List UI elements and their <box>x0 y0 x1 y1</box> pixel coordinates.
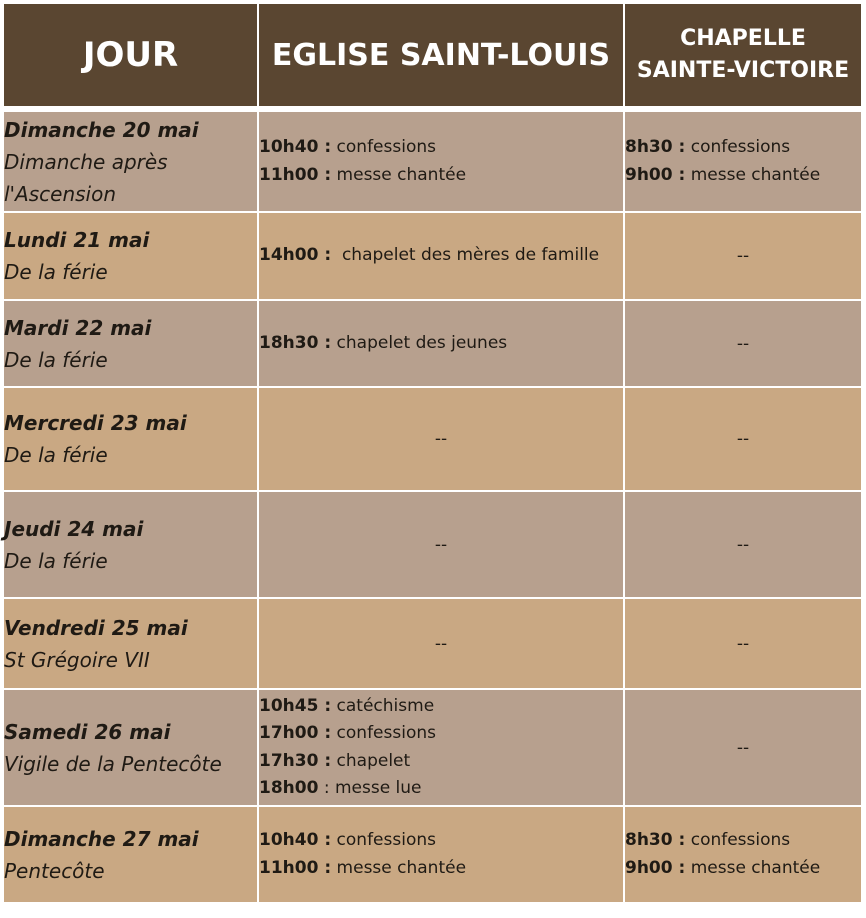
sainte-victoire-empty: -- <box>625 301 861 388</box>
table-row <box>4 213 861 301</box>
schedule-entry <box>259 134 623 162</box>
schedule-entry <box>259 720 623 748</box>
schedule-table <box>4 4 861 904</box>
day-cell <box>4 690 259 807</box>
schedule-entry <box>259 775 623 803</box>
header-sainte-victoire <box>625 4 861 112</box>
day-feast: De la férie <box>4 443 108 467</box>
day-date: Jeudi 24 mai <box>4 516 144 541</box>
entry-time: 18h30 : <box>259 332 332 353</box>
saint-louis-cell <box>259 213 625 301</box>
entry-time: 9h00 : <box>625 164 686 185</box>
entry-text: : messe lue <box>318 778 422 798</box>
entry-text: messe chantée <box>685 164 821 185</box>
table-row <box>4 690 861 807</box>
table-row <box>4 112 861 213</box>
table-row <box>4 388 861 492</box>
header-row <box>4 4 861 112</box>
day-feast: Dimanche après <box>4 149 168 174</box>
header-sainte-victoire-line1: CHAPELLE <box>680 26 806 51</box>
entry-text: confessions <box>331 830 436 850</box>
schedule-entry <box>259 855 623 883</box>
day-date: Lundi 21 mai <box>4 228 150 252</box>
day-feast: De la férie <box>4 347 108 372</box>
schedule-entry <box>259 693 623 721</box>
schedule-entry <box>259 162 623 190</box>
day-feast-cont: l'Ascension <box>4 181 117 206</box>
day-cell <box>4 112 259 213</box>
entry-time: 11h00 : <box>259 857 332 878</box>
day-cell <box>4 301 259 388</box>
day-date: Dimanche 20 mai <box>4 117 199 142</box>
schedule-entry <box>259 748 623 776</box>
table-row <box>4 807 861 904</box>
schedule-entry <box>259 330 623 358</box>
day-feast: St Grégoire VII <box>4 647 150 672</box>
entry-time: 14h00 : <box>259 245 332 266</box>
entry-time: 17h30 : <box>259 750 332 771</box>
schedule-entry <box>625 827 861 855</box>
entry-time: 10h40 : <box>259 830 332 850</box>
entry-text: catéchisme <box>331 695 435 716</box>
entry-text: chapelet des jeunes <box>331 332 508 353</box>
sainte-victoire-empty: -- <box>625 213 861 301</box>
sainte-victoire-empty: -- <box>625 599 861 690</box>
day-date: Vendredi 25 mai <box>4 615 188 640</box>
day-date: Mardi 22 mai <box>4 315 152 340</box>
entry-time: 8h30 : <box>625 137 686 157</box>
entry-text: confessions <box>685 137 791 157</box>
day-date: Samedi 26 mai <box>4 719 171 744</box>
day-cell <box>4 492 259 599</box>
schedule-entry <box>259 242 623 270</box>
entry-text: messe chantée <box>331 164 467 185</box>
entry-text: confessions <box>685 830 791 850</box>
day-date: Dimanche 27 mai <box>4 826 199 851</box>
sainte-victoire-cell <box>625 112 861 213</box>
entry-time: 8h30 : <box>625 830 686 850</box>
entry-time: 11h00 : <box>259 164 332 185</box>
sainte-victoire-empty: -- <box>625 492 861 599</box>
entry-text: chapelet des mères de famille <box>331 245 600 266</box>
day-cell <box>4 807 259 904</box>
saint-louis-cell <box>259 807 625 904</box>
day-cell <box>4 388 259 492</box>
entry-text: confessions <box>331 137 436 157</box>
schedule-entry <box>625 134 861 162</box>
day-date: Mercredi 23 mai <box>4 411 187 435</box>
schedule-entry <box>625 855 861 883</box>
day-feast: De la férie <box>4 548 108 573</box>
day-cell <box>4 213 259 301</box>
header-jour: JOUR <box>4 4 259 112</box>
table-row <box>4 492 861 599</box>
schedule-entry <box>625 162 861 190</box>
saint-louis-empty: -- <box>259 599 625 690</box>
day-cell <box>4 599 259 690</box>
entry-text: confessions <box>331 723 436 743</box>
schedule-entry <box>259 827 623 855</box>
entry-time: 17h00 : <box>259 723 332 743</box>
entry-text: messe chantée <box>685 857 821 878</box>
sainte-victoire-empty: -- <box>625 388 861 492</box>
header-saint-louis: EGLISE SAINT-LOUIS <box>259 4 625 112</box>
entry-time: 18h00 <box>259 778 319 798</box>
sainte-victoire-empty: -- <box>625 690 861 807</box>
saint-louis-cell <box>259 112 625 213</box>
entry-time: 9h00 : <box>625 857 686 878</box>
saint-louis-cell <box>259 690 625 807</box>
header-sainte-victoire-line2: SAINTE-VICTOIRE <box>636 58 850 83</box>
sainte-victoire-cell <box>625 807 861 904</box>
entry-time: 10h45 : <box>259 695 332 716</box>
day-feast: Vigile de la Pentecôte <box>4 751 222 776</box>
entry-time: 10h40 : <box>259 137 332 157</box>
entry-text: messe chantée <box>331 857 467 878</box>
table-row <box>4 301 861 388</box>
day-feast: De la férie <box>4 260 108 284</box>
day-feast: Pentecôte <box>4 858 105 883</box>
table-row <box>4 599 861 690</box>
entry-text: chapelet <box>331 750 411 771</box>
saint-louis-empty: -- <box>259 492 625 599</box>
saint-louis-cell <box>259 301 625 388</box>
saint-louis-empty: -- <box>259 388 625 492</box>
